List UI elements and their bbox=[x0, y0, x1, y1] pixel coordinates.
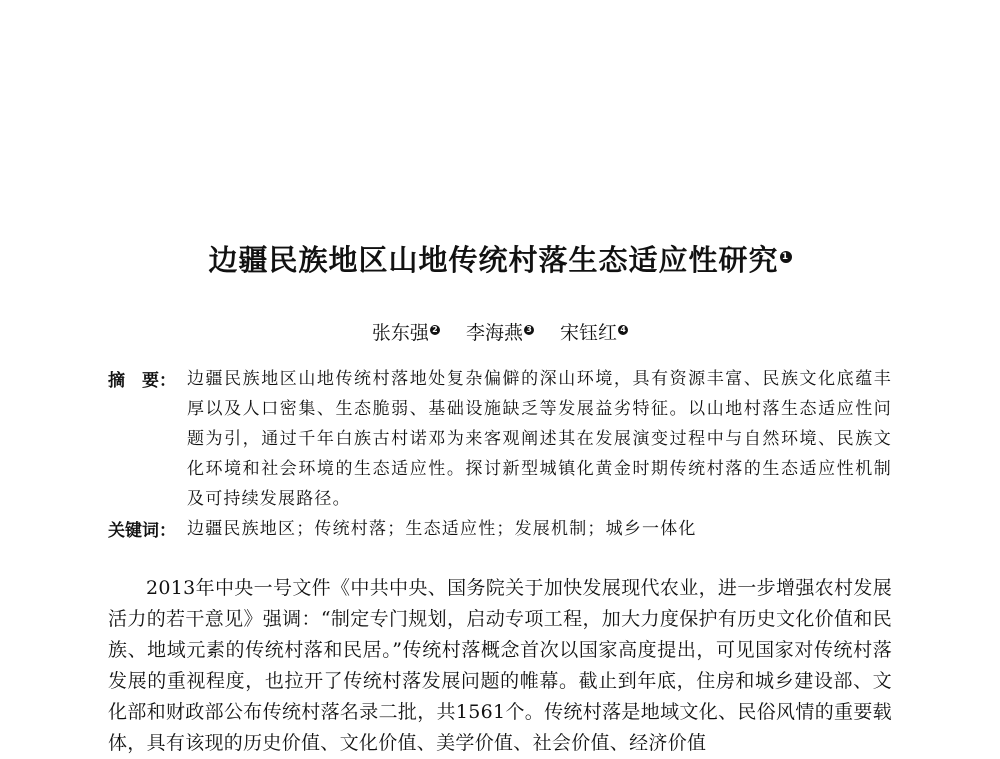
author-name: 张东强 bbox=[371, 322, 429, 344]
author-list bbox=[0, 318, 1000, 345]
author-name: 李海燕 bbox=[465, 322, 523, 344]
body-paragraph: 2013年中央一号文件《中共中央、国务院关于加快发展现代农业，进一步增强农村发展活力的若干意见》强调：“制定专门规划，启动专项工程，加大力度保护有历史文化价值和民族、地域元素的传统村落和民居。”传统村落概念首次以国家高度提出，可见国家对传统村落发展的重视程度，也拉开了传统村落发展问题的帷幕。截止到年底，住房和城乡建设部、文化部和财政部公布传统村落名录二批，共1561个。传统村落是地域文化、民俗风情的重要载体，具有该现的历史价值、文化价值、美学价值、社会价值、经济价值 bbox=[108, 577, 892, 754]
abstract-text: 边疆民族地区山地传统村落地处复杂偏僻的深山环境，具有资源丰富、民族文化底蕴丰厚以及人口密集、生态脆弱、基础设施缺乏等发展益劣特征。以山地村落生态适应性问题为引，通过千年白族古村诺邓为来客观阐述其在发展演变过程中与自然环境、民族文化环境和社会环境的生态适应性。探讨新型城镇化黄金时期传统村落的生态适应性机制及可持续发展路径。 bbox=[187, 369, 892, 509]
title-footnote-marker: 1 bbox=[780, 251, 792, 263]
author-footnote-marker: 3 bbox=[524, 325, 534, 335]
paper-title-text: 边疆民族地区山地传统村落生态适应性研究 bbox=[208, 243, 779, 277]
author-footnote-marker: 2 bbox=[430, 325, 440, 335]
paper-title bbox=[0, 238, 1000, 279]
abstract-label: 摘 要： bbox=[108, 371, 176, 391]
author-name: 宋钰红 bbox=[560, 322, 618, 344]
author bbox=[560, 318, 628, 345]
author bbox=[372, 318, 440, 345]
author-footnote-marker: 4 bbox=[618, 325, 628, 335]
author bbox=[466, 318, 534, 345]
keywords-text: 边疆民族地区；传统村落；生态适应性；发展机制；城乡一体化 bbox=[187, 519, 697, 539]
keywords-label: 关键词： bbox=[108, 521, 176, 541]
